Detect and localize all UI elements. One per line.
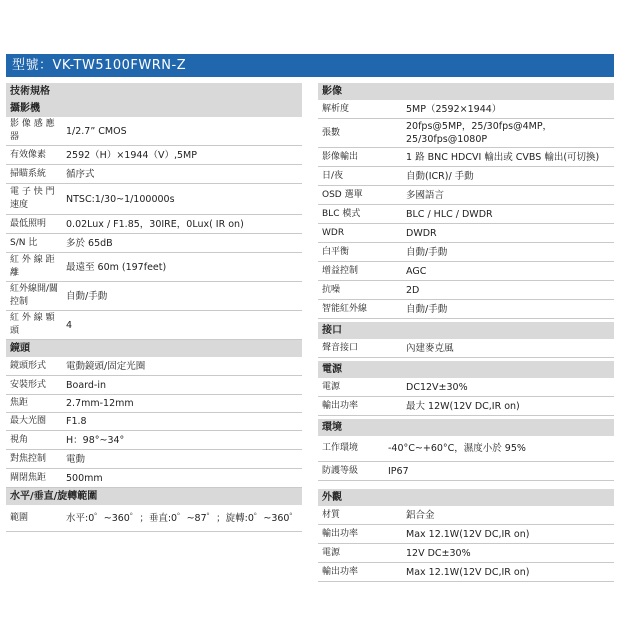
- spec-label: 防護等級: [322, 465, 359, 476]
- spec-label: 電源: [322, 547, 341, 558]
- spec-value: 500mm: [66, 472, 103, 484]
- spec-row: [318, 300, 614, 319]
- spec-label: 聲音接口: [322, 342, 359, 353]
- spec-row: [6, 413, 302, 431]
- spec-value: 自動/手動: [406, 303, 448, 315]
- spec-label: 增益控制: [322, 265, 359, 276]
- spec-row: [318, 397, 614, 416]
- spec-label: 解析度: [322, 103, 350, 114]
- spec-row: [318, 148, 614, 167]
- section-title: 水平/垂直/旋轉範圍: [6, 488, 302, 505]
- spec-label: 對焦控制: [10, 453, 47, 464]
- spec-row: [6, 253, 302, 282]
- spec-row: [6, 450, 302, 469]
- spec-label: 智能紅外線: [322, 303, 368, 314]
- spec-value: 2D: [406, 284, 420, 296]
- spec-value: 水平:0゜~360゜；垂直:0゜~87゜；旋轉:0゜~360゜: [66, 512, 299, 524]
- spec-row: [318, 436, 614, 462]
- spec-label: 電源: [322, 381, 341, 392]
- spec-value: F1.8: [66, 416, 87, 427]
- spec-value: 電動: [66, 453, 86, 465]
- spec-label: 影像輸出: [322, 151, 359, 162]
- spec-label: 視角: [10, 434, 29, 445]
- spec-row: [318, 339, 614, 358]
- spec-row: [318, 378, 614, 397]
- spec-value: 1 路 BNC HDCVI 輸出或 CVBS 輸出(可切換): [406, 151, 600, 163]
- spec-row: [318, 262, 614, 281]
- spec-label: 鏡頭形式: [10, 360, 47, 371]
- spec-value: 電動鏡頭/固定光圈: [66, 360, 146, 372]
- spec-value: NTSC:1/30~1/100000s: [66, 193, 175, 205]
- spec-row: [6, 215, 302, 234]
- section-title: 鏡頭: [6, 340, 302, 357]
- spec-row: [318, 119, 614, 148]
- spec-value: 最大 12W(12V DC,IR on): [406, 400, 520, 412]
- model-title: 型號：VK-TW5100FWRN-Z: [6, 54, 614, 77]
- spec-row: [318, 167, 614, 186]
- section-title: 攝影機: [6, 100, 302, 117]
- spec-value: DWDR: [406, 227, 437, 239]
- spec-value: 循序式: [66, 168, 95, 180]
- spec-value: 5MP（2592×1944）: [406, 103, 502, 115]
- section-title: 影像: [318, 83, 614, 100]
- spec-row: [6, 431, 302, 450]
- spec-header: 技術規格: [6, 83, 302, 100]
- spec-label: 材質: [322, 509, 341, 520]
- spec-value: 2.7mm-12mm: [66, 398, 134, 409]
- spec-row: [318, 544, 614, 563]
- spec-value: 多國語言: [406, 189, 445, 201]
- spec-label: 有效像素: [10, 149, 47, 160]
- spec-label: 白平衡: [322, 246, 350, 257]
- spec-value: 4: [66, 319, 73, 331]
- spec-row: [6, 469, 302, 488]
- spec-value: IP67: [388, 465, 409, 477]
- spec-label: 影 像 感 應 器: [10, 119, 55, 142]
- spec-row: [318, 243, 614, 262]
- spec-value: 內建麥克風: [406, 342, 454, 354]
- spec-value: 12V DC±30%: [406, 547, 471, 559]
- spec-row: [6, 505, 302, 532]
- spec-value: 自動/手動: [66, 290, 108, 302]
- spec-row: [318, 462, 614, 481]
- spec-value: 2592（H）×1944（V）,5MP: [66, 149, 197, 161]
- spec-row: [318, 281, 614, 300]
- spec-row: [318, 506, 614, 525]
- spec-label: 最大光圈: [10, 416, 47, 426]
- spec-value: 0.02Lux / F1.85，30IRE，0Lux( IR on): [66, 218, 244, 230]
- spec-label: 最低照明: [10, 218, 47, 229]
- spec-value: Board-in: [66, 379, 107, 391]
- spec-row: [6, 184, 302, 215]
- spec-row: [6, 146, 302, 165]
- spec-row: [6, 117, 302, 146]
- spec-label: 焦距: [10, 398, 29, 408]
- spec-value: 自動/手動: [406, 246, 448, 258]
- spec-value: -40°C~+60°C，濕度小於 95%: [388, 443, 526, 454]
- spec-label: 輸出功率: [322, 566, 359, 577]
- spec-value: DC12V±30%: [406, 381, 468, 393]
- spec-row: [318, 563, 614, 582]
- spec-row: [318, 186, 614, 205]
- spec-row: [318, 100, 614, 119]
- spec-label: 日/夜: [322, 170, 344, 181]
- spec-row: [318, 205, 614, 224]
- spec-value: Max 12.1W(12V DC,IR on): [406, 566, 530, 578]
- section-title: 環境: [318, 419, 614, 436]
- spec-value: AGC: [406, 265, 427, 277]
- spec-value: 多於 65dB: [66, 237, 113, 249]
- spec-label: 電 子 快 門 速度: [10, 187, 55, 210]
- spec-value: 20fps@5MP，25/30fps@4MP，25/30fps@1080P: [406, 121, 553, 145]
- spec-row: [6, 376, 302, 395]
- spec-value: BLC / HLC / DWDR: [406, 208, 493, 220]
- section-title: 外觀: [318, 489, 614, 506]
- section-title: 電源: [318, 361, 614, 378]
- right-spec-column: [318, 83, 614, 582]
- spec-row: [6, 357, 302, 376]
- spec-label: 工作環境: [322, 443, 359, 453]
- spec-label: 掃瞄系統: [10, 168, 47, 179]
- spec-label: 閘閉焦距: [10, 472, 47, 483]
- spec-label: WDR: [322, 227, 345, 238]
- spec-label: OSD 選單: [322, 189, 363, 200]
- spec-row: [318, 224, 614, 243]
- spec-label: 張數: [322, 127, 341, 138]
- spec-label: 安裝形式: [10, 379, 47, 390]
- spec-value: 1/2.7” CMOS: [66, 125, 127, 137]
- spec-value: Max 12.1W(12V DC,IR on): [406, 528, 530, 540]
- spec-row: [318, 525, 614, 544]
- spec-label: 輸出功率: [322, 400, 359, 411]
- spec-value: 最遠至 60m (197feet): [66, 261, 167, 273]
- spec-label: 紅 外 線 距 離: [10, 255, 55, 278]
- left-spec-column: [6, 83, 302, 532]
- spec-row: [6, 282, 302, 311]
- spec-label: 紅外線開/關控制: [10, 284, 59, 307]
- spec-label: 輸出功率: [322, 528, 359, 539]
- spec-row: [6, 234, 302, 253]
- spec-row: [6, 395, 302, 413]
- spec-label: BLC 模式: [322, 208, 361, 219]
- spec-label: 範圍: [10, 512, 29, 523]
- spec-label: S/N 比: [10, 237, 38, 248]
- spec-label: 紅 外 線 顆 頭: [10, 313, 55, 336]
- spec-row: [6, 165, 302, 184]
- spec-row: [6, 311, 302, 340]
- spec-label: 抗噪: [322, 284, 341, 295]
- section-title: 接口: [318, 322, 614, 339]
- spec-value: H：98°~34°: [66, 434, 125, 446]
- spec-value: 自動(ICR)/ 手動: [406, 170, 474, 182]
- spec-value: 鋁合金: [406, 509, 435, 521]
